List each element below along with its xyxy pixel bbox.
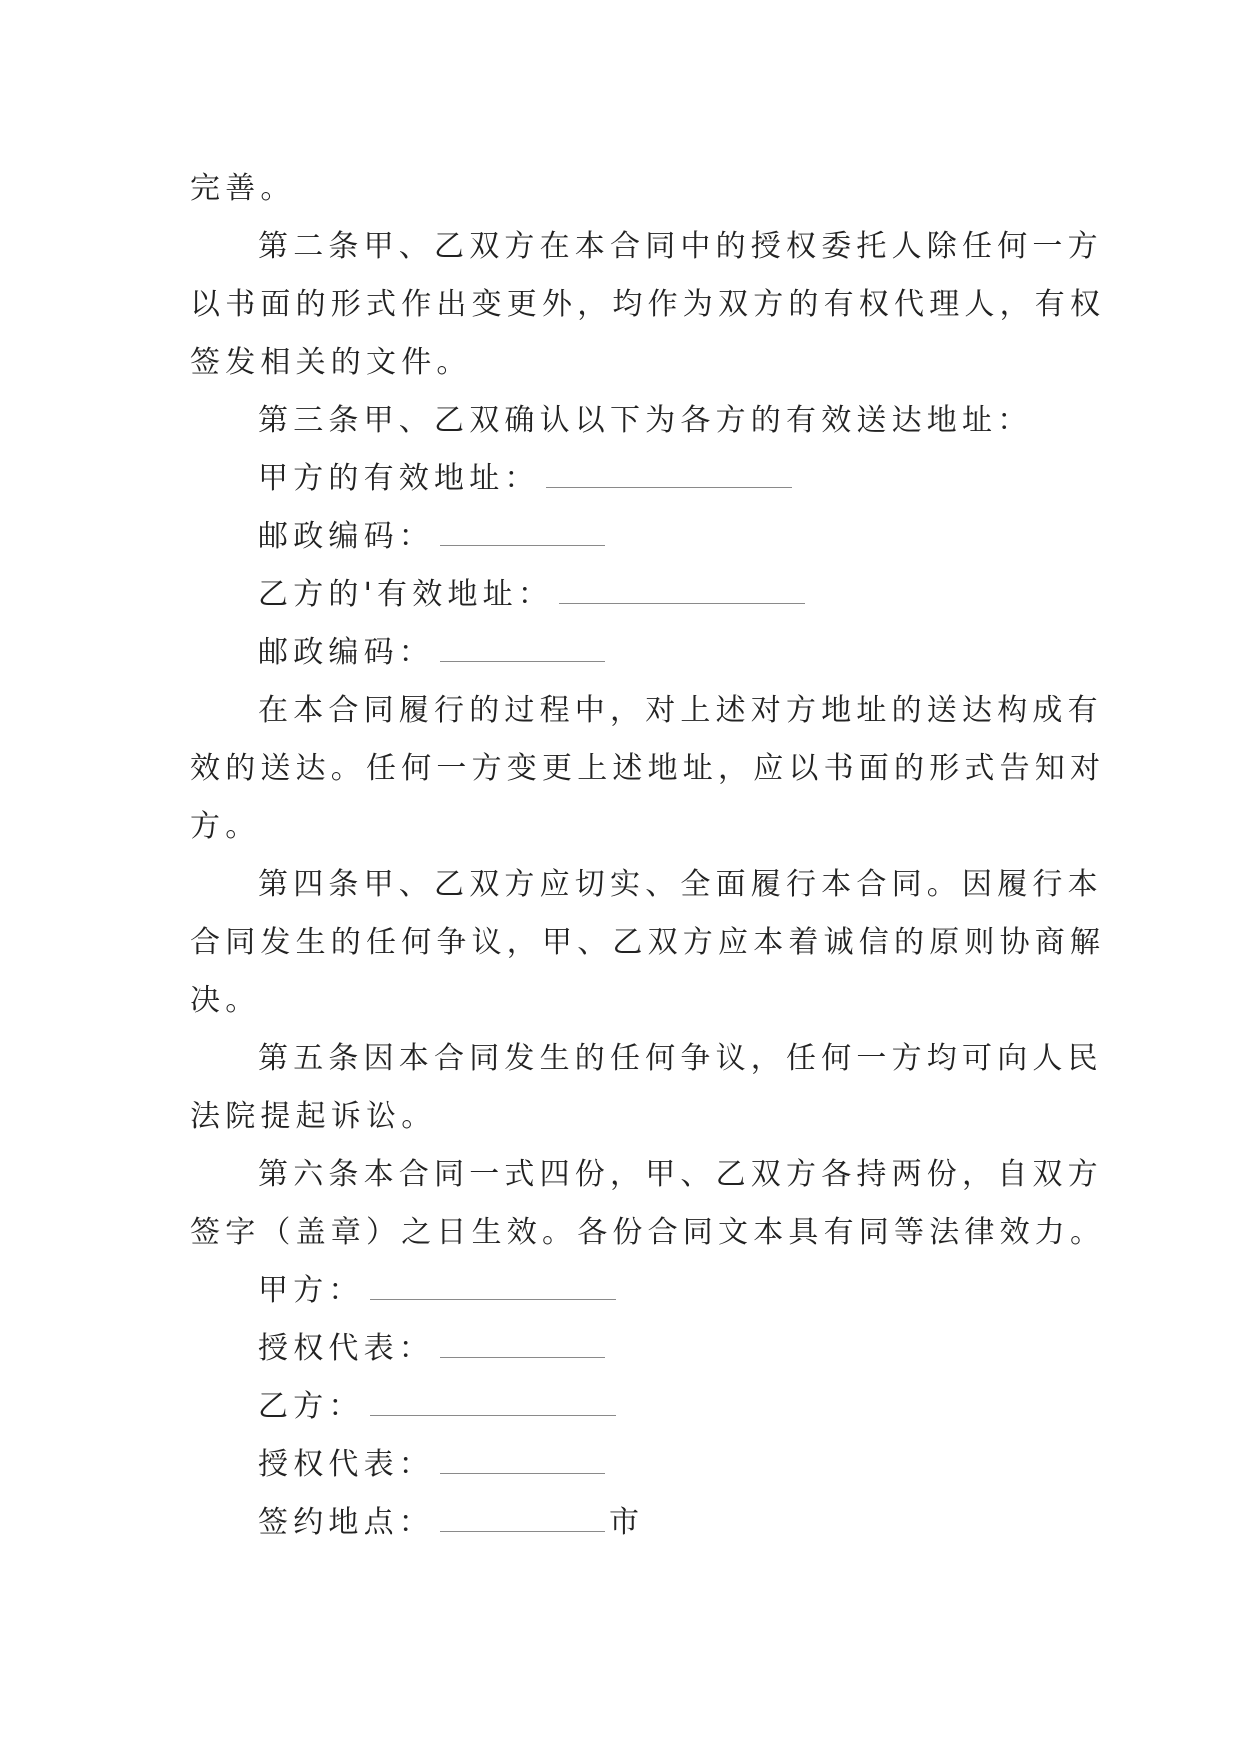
party-b-postcode-label: 邮政编码： [258,635,434,670]
clause-2-line: 签发相关的文件。 [190,345,472,380]
clause-4-line: 第四条甲、乙双方应切实、全面履行本合同。因履行本 [258,867,1103,902]
party-b-address-blank[interactable] [559,583,805,604]
party-a-rep-row [190,1320,1070,1378]
party-b-rep-blank[interactable] [440,1453,605,1474]
party-a-postcode-row [190,508,1070,566]
clause-4-line: 合同发生的任何争议，甲、乙双方应本着诚信的原则协商解 [190,925,1106,960]
clause-2-line: 以书面的形式作出变更外，均作为双方的有权代理人，有权 [190,287,1106,322]
sign-place-blank[interactable] [440,1511,605,1532]
party-b-label: 乙方： [258,1389,364,1424]
party-b-rep-row [190,1436,1070,1494]
clause-3-line: 第三条甲、乙双确认以下为各方的有效送达地址： [258,403,1033,438]
clause-5-line: 第五条因本合同发生的任何争议，任何一方均可向人民 [258,1041,1103,1076]
party-a-label: 甲方： [258,1273,364,1308]
party-b-signature-row [190,1378,1070,1436]
party-b-postcode-blank[interactable] [440,641,605,662]
party-a-postcode-label: 邮政编码： [258,519,434,554]
party-b-address-row [190,566,1070,624]
sign-place-label: 签约地点： [258,1505,434,1540]
delivery-paragraph-line: 在本合同履行的过程中，对上述对方地址的送达构成有 [258,693,1103,728]
party-b-postcode-row [190,624,1070,682]
party-a-postcode-blank[interactable] [440,525,605,546]
party-a-address-label: 甲方的有效地址： [258,461,540,496]
clause-6-line: 第六条本合同一式四份，甲、乙双方各持两份，自双方 [258,1157,1103,1192]
paragraph-line: 完善。 [190,171,296,206]
party-b-blank[interactable] [370,1395,616,1416]
clause-2-line: 第二条甲、乙双方在本合同中的授权委托人除任何一方 [258,229,1103,264]
contract-body [190,160,1106,1552]
sign-place-row [190,1494,1070,1552]
party-a-rep-blank[interactable] [440,1337,605,1358]
party-b-rep-label: 授权代表： [258,1447,434,1482]
party-a-address-blank[interactable] [546,467,792,488]
clause-6-line: 签字（盖章）之日生效。各份合同文本具有同等法律效力。 [190,1215,1106,1250]
delivery-paragraph-line: 方。 [190,809,261,844]
party-b-address-label: 乙方的'有效地址： [258,577,554,612]
party-a-rep-label: 授权代表： [258,1331,434,1366]
clause-5-line: 法院提起诉讼。 [190,1099,437,1134]
clause-4-line: 决。 [190,983,261,1018]
party-a-address-row [190,450,1070,508]
party-a-signature-row [190,1262,1070,1320]
party-a-blank[interactable] [370,1279,616,1300]
delivery-paragraph-line: 效的送达。任何一方变更上述地址，应以书面的形式告知对 [190,751,1106,786]
sign-place-suffix: 市 [609,1505,639,1540]
